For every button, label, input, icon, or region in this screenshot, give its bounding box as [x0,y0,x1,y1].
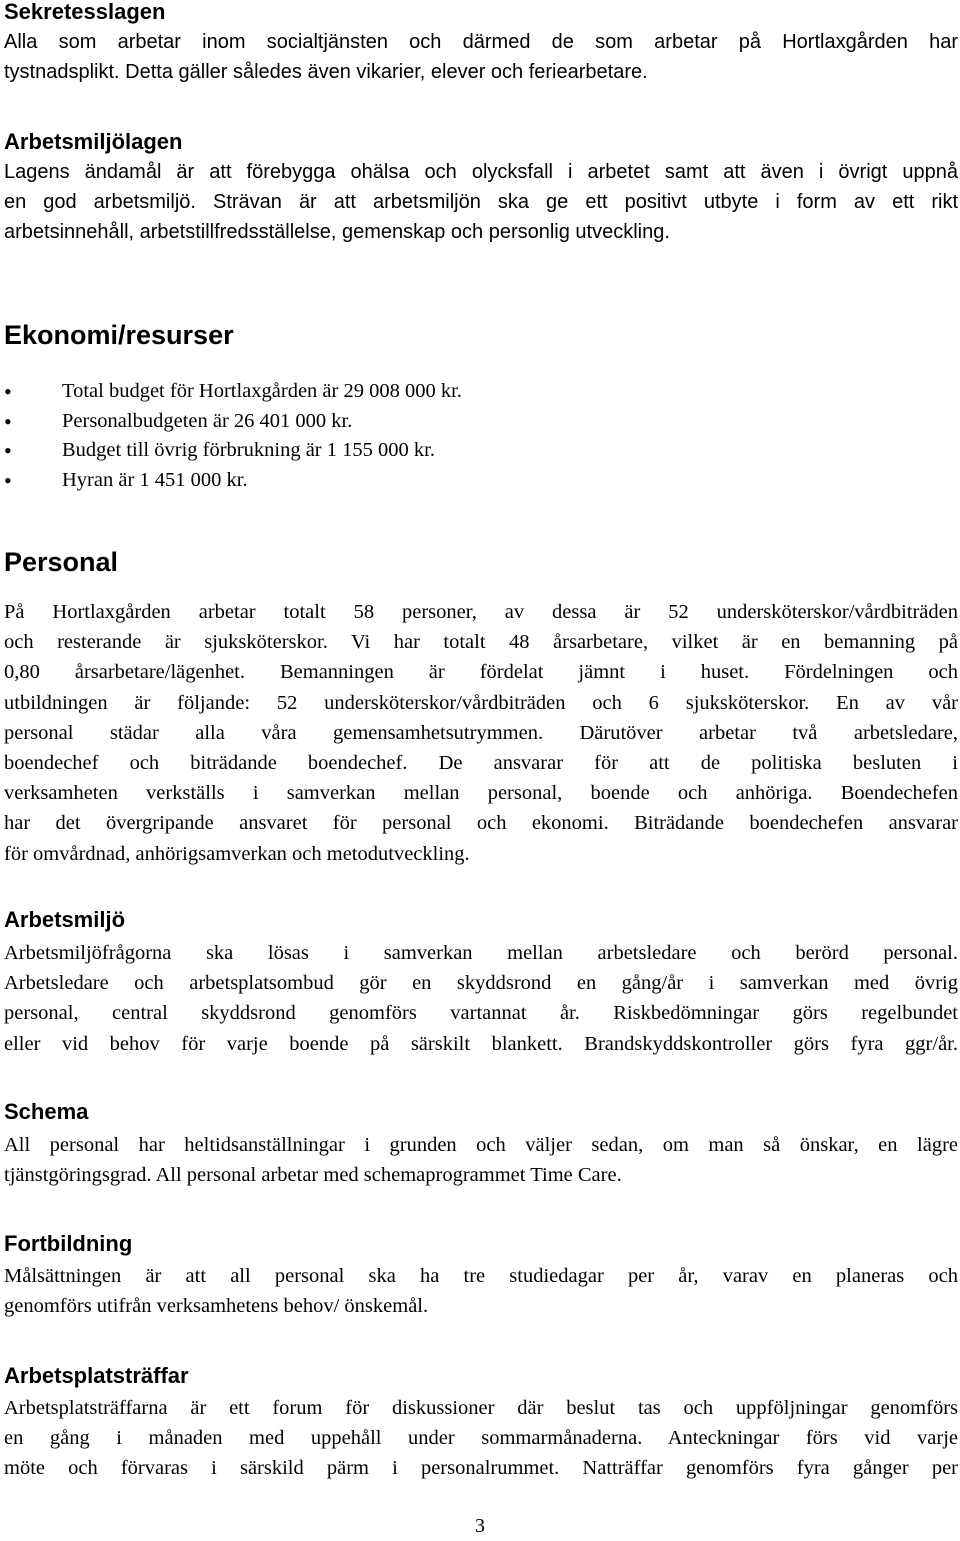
arbetsplatstraffar-paragraph-wrapper [4,1393,958,1484]
section-heading: Ekonomi/resurser [4,320,234,350]
paragraph [4,27,958,87]
text-line: personal städar alla våra gemensamhetsutrymmen. Därutöver arbetar två arbetsledare, [4,721,958,744]
personal-paragraph-wrapper [4,597,958,869]
section-arbetsmiljo [4,905,958,935]
text-line: Målsättningen är att all personal ska ha tre studiedagar per år, varav en planeras och [4,1265,958,1287]
section-ekonomi [4,318,958,352]
text-line: utbildningen är följande: 52 undersköterskor/vårdbiträden och 6 sjuksköterskor. En av vår [4,691,958,714]
text-line: för omvårdnad, anhörigsamverkan och metodutveckling. [4,842,470,865]
section-fortbildning [4,1229,958,1259]
text-line: eller vid behov för varje boende på särskilt blankett. Brandskyddskontroller görs fyra ggr/år. [4,1032,958,1055]
section-heading: Arbetsplatsträffar [4,1363,189,1388]
budget-list-wrapper [4,377,958,495]
bullet-icon: • [4,408,12,434]
list-item: • Budget till övrig förbrukning är 1 155 000 kr. [4,436,958,466]
list-item: • Hyran är 1 451 000 kr. [4,466,958,496]
text-line: Arbetsplatsträffarna är ett forum för diskussioner där beslut tas och uppföljningar genomförs [4,1397,958,1419]
section-sekretesslagen [4,0,958,87]
text-line: en god arbetsmiljö. Strävan är att arbetsmiljön ska ge ett positivt utbyte i form av ett rikt [4,191,958,213]
text-line: en gång i månaden med uppehåll under sommarmånaderna. Anteckningar förs vid varje [4,1427,958,1450]
budget-list [4,377,958,495]
bullet-icon: • [4,379,12,404]
paragraph [4,1130,958,1190]
text-line: På Hortlaxgården arbetar totalt 58 personer, av dessa är 52 undersköterskor/vårdbiträden [4,601,958,623]
text-line: och resterande är sjuksköterskor. Vi har totalt 48 årsarbetare, vilket är en bemanning på [4,631,958,654]
text-line: Arbetsmiljöfrågorna ska lösas i samverkan mellan arbetsledare och berörd personal. [4,942,958,964]
arbetsmiljo-paragraph-wrapper [4,938,958,1059]
section-schema [4,1097,958,1127]
page-number: 3 [475,1515,485,1537]
bullet-icon: • [4,438,12,463]
fortbildning-paragraph-wrapper [4,1261,958,1321]
section-heading: Arbetsmiljö [4,907,126,932]
text-line: 0,80 årsarbetare/lägenhet. Bemanningen är fördelat jämnt i huset. Fördelningen och [4,661,958,684]
section-heading: Sekretesslagen [4,0,166,24]
section-arbetsplatstraffar [4,1361,958,1391]
schema-paragraph-wrapper [4,1130,958,1190]
paragraph [4,157,958,247]
text-line: tystnadsplikt. Detta gäller således även vikarier, elever och feriearbetare. [4,61,648,83]
text-line: tjänstgöringsgrad. All personal arbetar med schemaprogrammet Time Care. [4,1164,622,1187]
text-line: Arbetsledare och arbetsplatsombud gör en skyddsrond en gång/år i samverkan med övrig [4,972,958,995]
text-line: Lagens ändamål är att förebygga ohälsa och olycksfall i arbetet samt att även i övrigt uppnå [4,161,958,183]
section-heading: Arbetsmiljölagen [4,129,183,154]
section-heading: Fortbildning [4,1231,133,1256]
bullet-icon: • [4,467,12,493]
paragraph [4,938,958,1059]
section-heading: Schema [4,1099,89,1124]
list-item: • Personalbudgeten är 26 401 000 kr. [4,407,958,437]
text-line: personal, central skyddsrond genomförs vartannat år. Riskbedömningar görs regelbundet [4,1002,958,1025]
section-heading: Personal [4,547,119,577]
text-line: arbetsinnehåll, arbetstillfredsställelse, gemenskap och personlig utveckling. [4,221,670,243]
section-personal [4,545,958,579]
text-line: boendechef och biträdande boendechef. De ansvarar för att de politiska besluten i [4,752,958,775]
text-line: möte och förvaras i särskild pärm i personalrummet. Natträffar genomförs fyra gånger per [4,1457,958,1480]
paragraph [4,597,958,869]
text-line: Alla som arbetar inom socialtjänsten och därmed de som arbetar på Hortlaxgården har [4,31,958,53]
text-line: har det övergripande ansvaret för personal och ekonomi. Biträdande boendechefen ansvarar [4,812,958,835]
section-arbetsmiljolagen [4,127,958,247]
list-item: • Total budget för Hortlaxgården är 29 008 000 kr. [4,377,958,407]
text-line: verksamheten verkställs i samverkan mellan personal, boende och anhöriga. Boendechefen [4,782,958,805]
paragraph [4,1393,958,1484]
text-line: genomförs utifrån verksamhetens behov/ önskemål. [4,1295,429,1318]
paragraph [4,1261,958,1321]
text-line: All personal har heltidsanställningar i grunden och väljer sedan, om man så önskar, en lägre [4,1134,958,1156]
